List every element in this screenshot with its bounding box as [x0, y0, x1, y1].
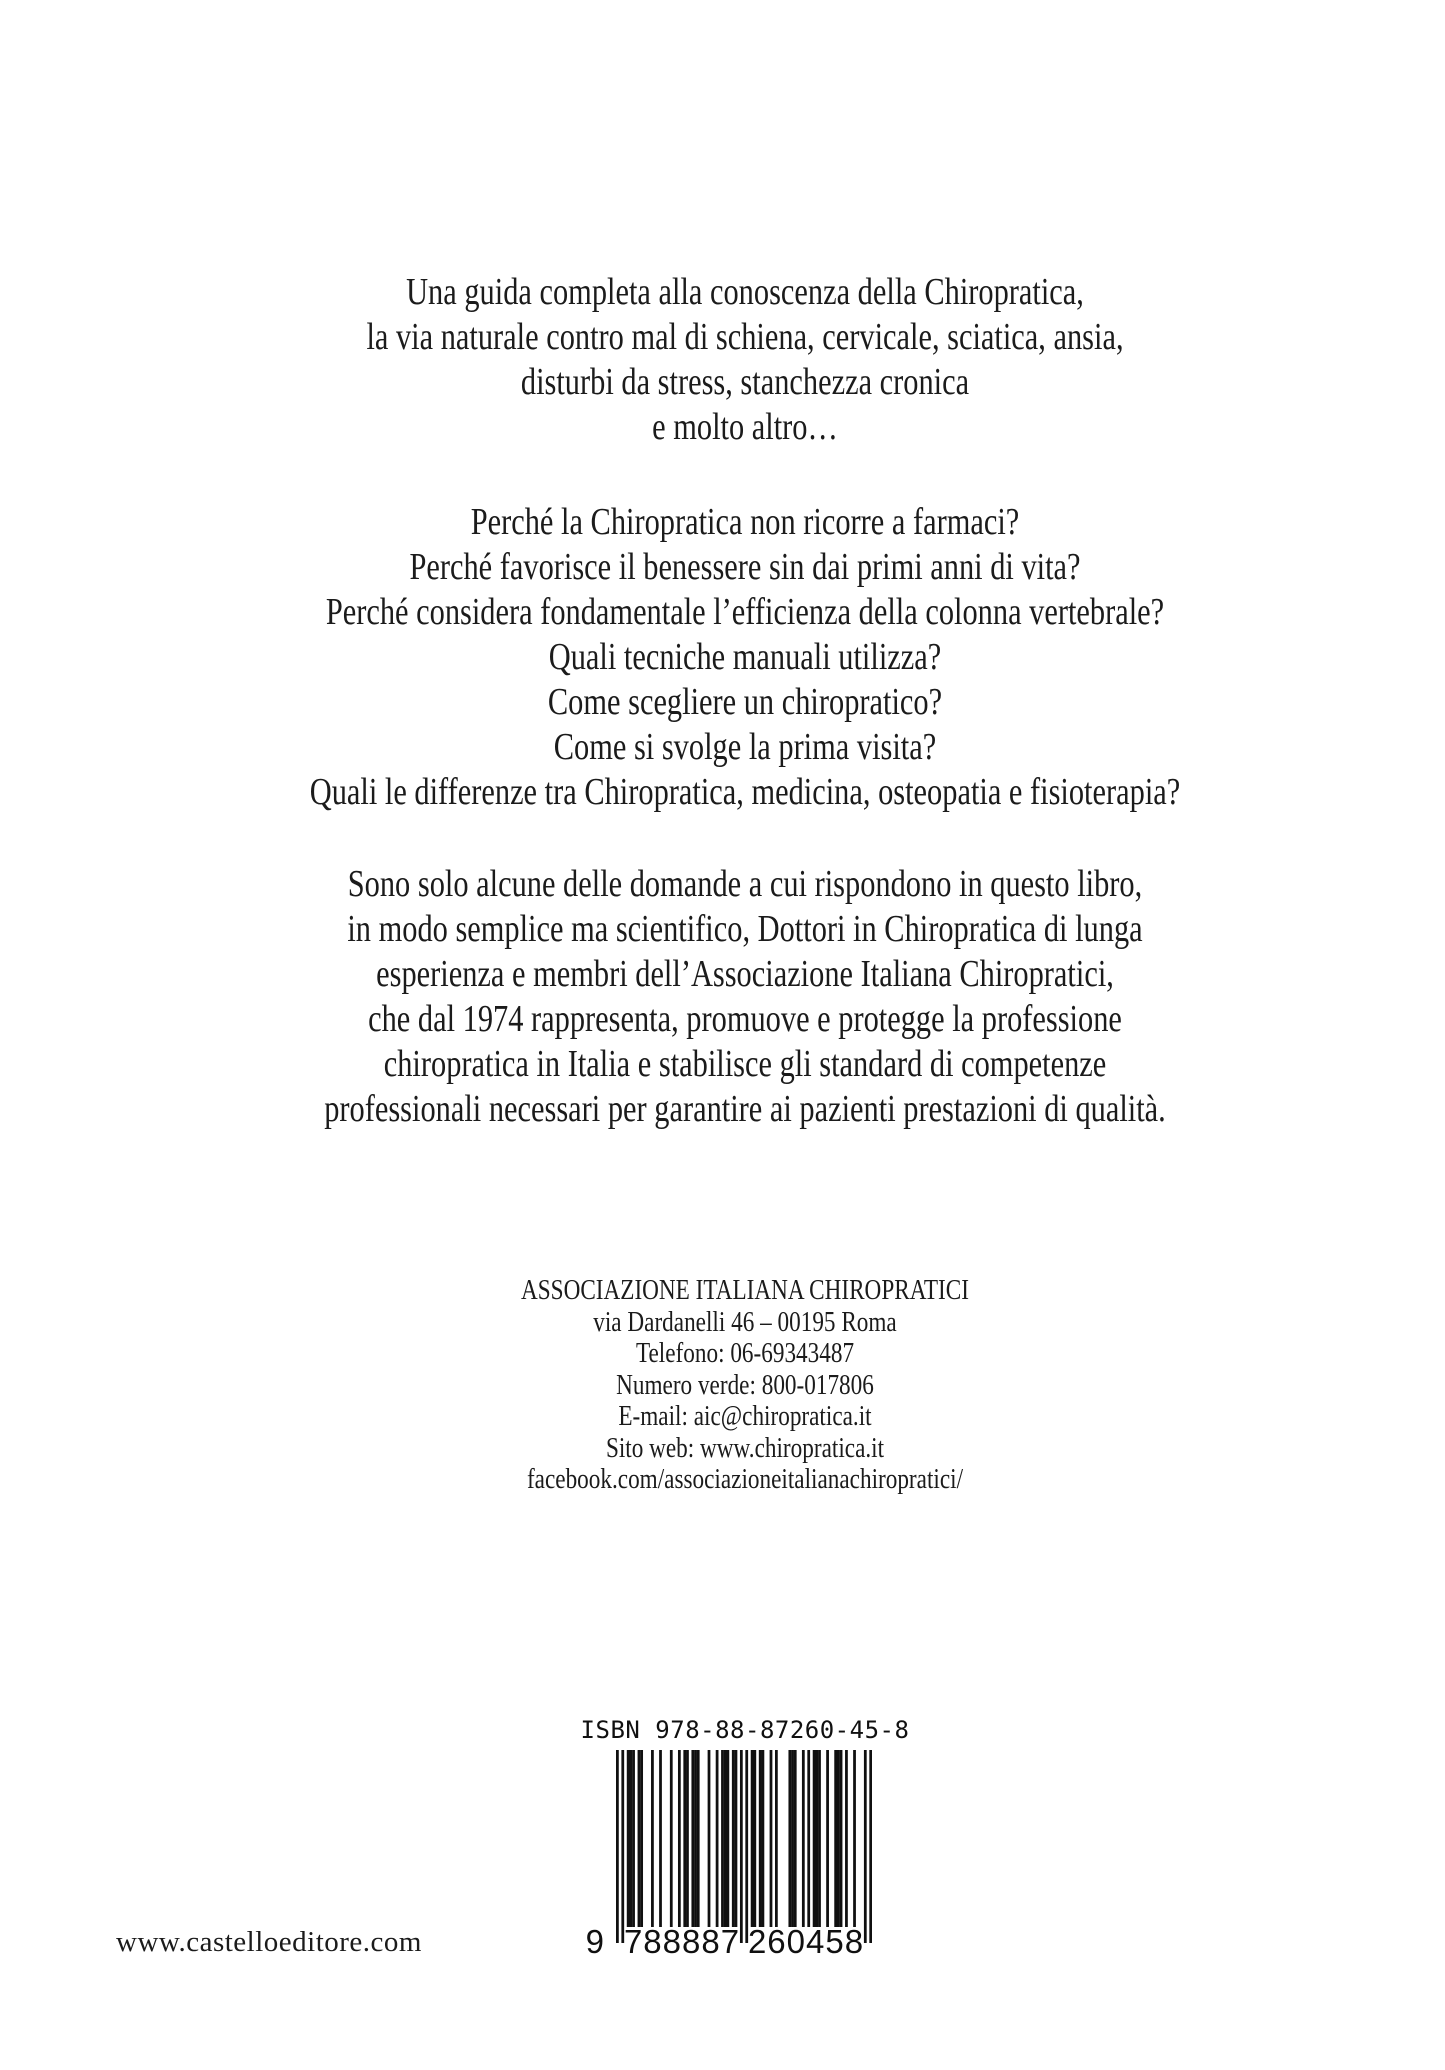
ean13-barcode	[616, 1750, 872, 1943]
question-line: Come si svolge la prima visita?	[553, 726, 937, 768]
description-line: che dal 1974 rappresenta, promuove e protegge la professione	[368, 998, 1122, 1040]
association-phone: Telefono: 06-69343487	[635, 1337, 855, 1369]
isbn-label: ISBN 978-88-87260-45-8	[580, 1716, 910, 1744]
question-line: Perché considera fondamentale l’efficienza della colonna vertebrale?	[325, 591, 1165, 633]
barcode-digit-group-1: 788887	[623, 1923, 741, 1960]
association-toll-free: Numero verde: 800-017806	[616, 1368, 874, 1401]
ean13-bars	[616, 1750, 872, 1948]
description-line: chiropratica in Italia e stabilisce gli standard di competenze	[383, 1043, 1107, 1085]
barcode-digit-left: 9	[585, 1923, 604, 1960]
barcode-digit-group-2: 260458	[747, 1923, 865, 1960]
intro-line: Una guida completa alla conoscenza della Chiropratica,	[406, 271, 1084, 313]
description-line: professionali necessari per garantire ai pazienti prestazioni di qualità.	[324, 1088, 1166, 1130]
questions-list	[265, 500, 1225, 815]
question-line: Quali le differenze tra Chiropratica, medicina, osteopatia e fisioterapia?	[309, 771, 1181, 813]
intro-line: la via naturale contro mal di schiena, cervicale, sciatica, ansia,	[366, 316, 1124, 358]
association-website: Sito web: www.chiropratica.it	[605, 1431, 885, 1464]
description-paragraph	[265, 862, 1225, 1132]
association-facebook: facebook.com/associazioneitalianachiropratici/	[526, 1463, 964, 1495]
intro-paragraph	[265, 270, 1225, 450]
publisher-website: www.castelloeditore.com	[116, 1926, 422, 1958]
association-block	[265, 1275, 1225, 1496]
intro-line: e molto altro…	[652, 406, 838, 448]
description-line: Sono solo alcune delle domande a cui rispondono in questo libro,	[347, 863, 1143, 905]
question-line: Quali tecniche manuali utilizza?	[548, 636, 942, 678]
association-address: via Dardanelli 46 – 00195 Roma	[593, 1305, 897, 1338]
description-line: in modo semplice ma scientifico, Dottori in Chiropratica di lunga	[347, 908, 1143, 950]
description-line: esperienza e membri dell’Associazione Italiana Chiropratici,	[376, 953, 1114, 995]
intro-line: disturbi da stress, stanchezza cronica	[520, 361, 970, 403]
association-name: ASSOCIAZIONE ITALIANA CHIROPRATICI	[521, 1274, 969, 1306]
question-line: Come scegliere un chiropratico?	[547, 681, 943, 723]
association-email: E-mail: aic@chiropratica.it	[618, 1400, 872, 1432]
question-line: Perché la Chiropratica non ricorre a farmaci?	[470, 501, 1020, 543]
question-line: Perché favorisce il benessere sin dai primi anni di vita?	[409, 546, 1081, 588]
